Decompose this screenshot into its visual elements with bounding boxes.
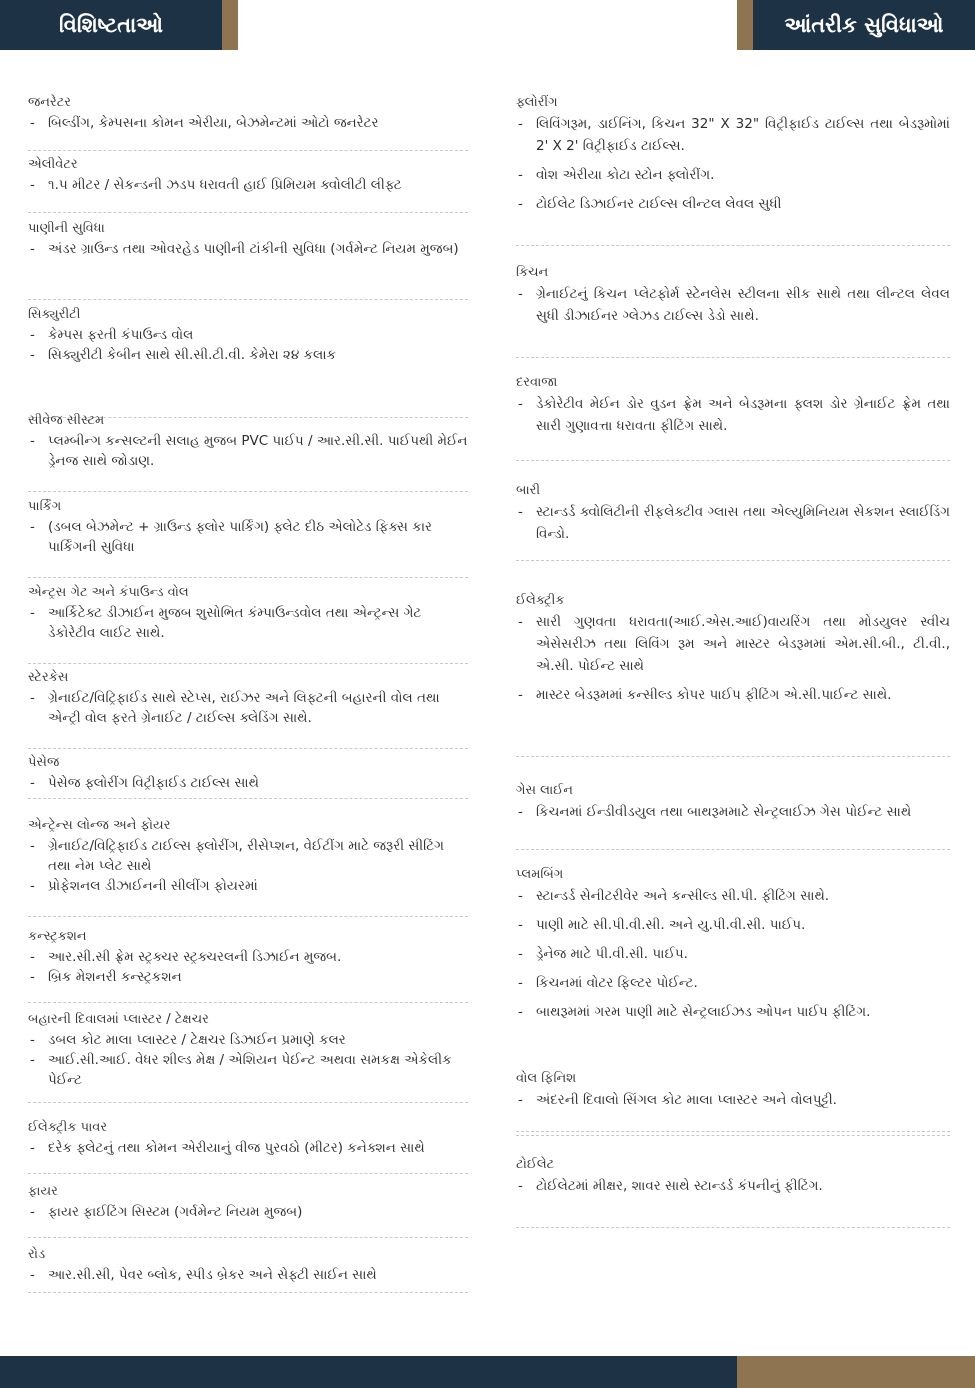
left-section-3 (28, 221, 468, 300)
list-item (516, 885, 950, 907)
bullet-dash: - (518, 917, 523, 933)
bullet-dash: - (30, 1052, 35, 1068)
left-section-11 (28, 929, 468, 1003)
list-item (28, 876, 468, 896)
list-item-text: પ્રોફેશનલ ડીઝાઈનની સીલીંગ ફોયરમાં (48, 878, 258, 894)
list-item (28, 431, 468, 471)
bullet-dash: - (518, 396, 523, 412)
list-item (28, 773, 468, 793)
list-item-text: ડ્રેનેજ માટે પી.વી.સી. પાઈપ. (536, 946, 688, 962)
section-title: રોડ (28, 1247, 46, 1262)
section-title: પાણીની સુવિધા (28, 221, 105, 236)
list-item-text: બાથરૂમમાં ગરમ પાણી માટે સેન્ટ્રલાઈઝડ ઓપન પાઈપ ફીટિંગ. (536, 1004, 871, 1020)
list-item-text: અંદરની દિવાલો સિંગલ કોટ માલા પ્લાસ્ટર અને વોલપુટ્ટી. (536, 1092, 837, 1108)
list-item (516, 1089, 950, 1111)
list-item-text: લિવિંગરૂમ, ડાઈનિંગ, કિચન 32" X 32" વિટ્રીફાઈડ ટાઈલ્સ તથા બેડરૂમોમાં 2' X 2' વિટ્રીફાઈડ ટાઈલ્સ. (536, 116, 950, 154)
list-item-text: ટોઈલેટ ડિઝાઈનર ટાઈલ્સ લીન્ટલ લેવલ સુધી (536, 196, 782, 212)
list-item (28, 688, 468, 728)
section-title: કન્સ્ટ્રકશન (28, 929, 87, 944)
list-item (28, 947, 468, 967)
section-title: ફાયર (28, 1184, 58, 1199)
left-section-10 (28, 818, 468, 917)
list-item (516, 113, 950, 157)
section-title: ટોઈલેટ (516, 1157, 555, 1172)
right-section-5 (516, 593, 950, 757)
right-section-6 (516, 783, 950, 850)
bullet-dash: - (518, 116, 523, 132)
list-item (28, 1030, 468, 1050)
section-title: ઈલેક્ટ્રીક (516, 593, 565, 608)
section-title: ગેસ લાઈન (516, 783, 573, 798)
left-section-5 (28, 413, 468, 492)
section-title: બહારની દિવાલમાં પ્લાસ્ટર / ટેક્ષચર (28, 1012, 209, 1027)
section-title: સીવેજ સીસ્ટમ (28, 413, 105, 428)
list-item-text: વોશ એરીયા કોટા સ્ટોન ફ્લોરીંગ. (536, 167, 715, 183)
list-item-text: આર.સી.સી, પેવર બ્લોક, સ્પીડ બ્રેકર અને સેફ્ટી સાઈન સાથે (48, 1267, 377, 1283)
bullet-dash: - (30, 949, 35, 965)
right-section-8 (516, 1071, 950, 1132)
bullet-dash: - (518, 196, 523, 212)
list-item-text: આર્કિટેક્ટ ડીઝાઈન મુજબ શુસોભિત કંમ્પાઉન્ડવોલ તથા એન્ટ્રન્સ ગેટ ડેકોરેટીવ લાઈટ સાથે. (48, 605, 422, 641)
right-section-4 (516, 483, 950, 561)
bullet-dash: - (30, 177, 35, 193)
list-item (516, 393, 950, 437)
bullet-dash: - (518, 804, 523, 820)
left-section-4 (28, 307, 468, 418)
bullet-dash: - (30, 241, 35, 257)
bullet-dash: - (518, 975, 523, 991)
left-section-14 (28, 1184, 468, 1238)
list-item-text: દરેક ફ્લેટનું તથા કોમન એરીયાનું વીજ પુરવઠો (મીટર) કનેક્શન સાથે (48, 1140, 425, 1156)
list-item-text: કિચનમાં વોટર ફિલ્ટર પોઈન્ટ. (536, 975, 698, 991)
section-title: પ્લમબિંગ (516, 867, 564, 882)
bullet-dash: - (518, 504, 523, 520)
bullet-dash: - (518, 167, 523, 183)
header-left-accent (222, 0, 238, 50)
list-item-text: કિચનમાં ઈન્ડીવીડયુલ તથા બાથરૂમમાટે સેન્ટ્રલાઈઝ ગેસ પોઈન્ટ સાથે (536, 804, 912, 820)
section-title: એન્ટ્રસ ગેટ અને કંપાઉન્ડ વોલ (28, 585, 189, 600)
left-section-15 (28, 1247, 468, 1293)
section-title: કિચન (516, 265, 549, 280)
bullet-dash: - (30, 519, 35, 535)
bullet-dash: - (30, 838, 35, 854)
list-item-text: ગ્રેનાઈટ/વિટ્રિફાઈડ સાથે સ્ટેપ્સ, રાઈઝર અને લિફ્ટની બહારની વોલ તથા એન્ટ્રી વોલ ફરતે ગ્રેનાઈટ / ટાઈલ્સ ક્લેડિંગ સાથે. (48, 690, 440, 726)
section-title: એલીવેટર (28, 157, 78, 172)
bullet-dash: - (30, 1204, 35, 1220)
list-item (28, 967, 468, 987)
bullet-dash: - (30, 878, 35, 894)
bullet-dash: - (30, 327, 35, 343)
list-item-text: ડેકોરેટીવ મેઈન ડોર વુડન ફ્રેમ અને બેડરૂમના ફ્લશ ડોર ગ્રેનાઈટ ફ્રેમ તથા સારી ગુણાવત્તા ધરાવતા ફીટિંગ સાથે. (536, 396, 950, 434)
list-item-text: કેમ્પસ ફરતી કંપાઉન્ડ વોલ (48, 327, 194, 343)
list-item-text: પેસેજ ફ્લોરીંગ વિટ્રીફાઈડ ટાઈલ્સ સાથે (48, 775, 259, 791)
list-item-text: ટોઈલેટમાં મીક્ષર, શાવર સાથે સ્ટાન્ડર્ડ કંપનીનું ફીટિંગ. (536, 1178, 823, 1194)
section-title: સ્ટેરકેસ (28, 670, 69, 685)
list-item-text: (ડબલ બેઝમેન્ટ + ગ્રાઉન્ડ ફ્લોર પાર્કિંગ) ફ્લેટ દીઠ એલોટેડ ફિક્સ કાર પાર્કિંગની સુવિધા (48, 519, 432, 555)
list-item-text: સ્ટાન્ડર્ડ ક્વોલિટીની રીફલેક્ટીવ ગ્લાસ તથા એલ્યુમિનિયમ સેકશન સ્લાઈડિંગ વિન્ડો. (536, 504, 950, 542)
list-item-text: ફાયર ફાઈટિંગ સિસ્ટમ (ગર્વમેન્ટ નિયમ મુજબ) (48, 1204, 303, 1220)
bullet-dash: - (30, 969, 35, 985)
list-item (28, 1265, 468, 1285)
list-item-text: પ્લમ્બીન્ગ કન્સલ્ટની સલાહ મુજબ PVC પાઈપ / આર.સી.સી. પાઈપથી મેઈન ડ્રેનજ સાથે જોડાણ. (48, 433, 468, 469)
list-item (28, 1050, 468, 1090)
list-item (516, 283, 950, 327)
list-item (516, 1001, 950, 1023)
right-section-2 (516, 265, 950, 358)
list-item (516, 801, 950, 823)
list-item (28, 517, 468, 557)
list-item (28, 239, 468, 259)
list-item (516, 972, 950, 994)
list-item (28, 175, 468, 195)
section-title: પેસેજ (28, 755, 60, 770)
list-item (28, 345, 468, 365)
bullet-dash: - (30, 1032, 35, 1048)
bullet-dash: - (30, 1267, 35, 1283)
list-item (516, 914, 950, 936)
left-section-9 (28, 755, 468, 799)
section-title: ઈલેક્ટ્રીક પાવર (28, 1120, 108, 1135)
bullet-dash: - (30, 347, 35, 363)
header-right (753, 0, 975, 50)
list-item (28, 603, 468, 643)
bullet-dash: - (518, 888, 523, 904)
bullet-dash: - (30, 690, 35, 706)
specifications-title: વિશિષ્ટતાઓ (59, 12, 163, 37)
section-title: વોલ ફિનિશ (516, 1071, 577, 1086)
list-item-text: અંડર ગ્રાઉન્ડ તથા ઓવરહેડ પાણીની ટાંકીની સુવિધા (ગર્વમેન્ટ નિયમ મુજબ) (48, 241, 459, 257)
left-section-8 (28, 670, 468, 749)
bullet-dash: - (30, 433, 35, 449)
list-item-text: માસ્ટર બેડરૂમમાં કન્સીલ્ડ કોપર પાઈપ ફીટિંગ એ.સી.પાઈન્ટ સાથે. (536, 687, 892, 703)
right-section-3 (516, 375, 950, 461)
list-item-text: આર.સી.સી ફ્રેમ સ્ટ્રક્ચર સ્ટ્રક્ચરલની ડિઝાઈન મુજબ. (48, 949, 342, 965)
list-item (28, 113, 468, 133)
list-item (28, 1202, 468, 1222)
bullet-dash: - (518, 614, 523, 630)
footer-bar (0, 1356, 737, 1388)
list-item-text: બ્રિક મેશનરી કન્સ્ટ્રકશન (48, 969, 182, 985)
footer-accent (737, 1356, 975, 1388)
list-item-text: સારી ગુણવતા ધરાવતા(આઈ.એસ.આઈ)વાયરિંગ તથા મોડયુલર સ્વીચ એસેસરીઝ તથા લિવિંગ રૂમ અને માસ્ટર બેડરૂમમાં એમ.સી.બી., ટી.વી., એ.સી. પોઈન્ટ સાથે (536, 614, 950, 674)
left-section-7 (28, 585, 468, 664)
list-item (516, 164, 950, 186)
section-title: એન્ટ્રેન્સ લોન્જ અને ફોયર (28, 818, 171, 833)
header-left (0, 0, 222, 50)
list-item-text: સ્ટાન્ડર્ડ સેનીટરીવેર અને કન્સીલ્ડ સી.પી. ફીટિંગ સાથે. (536, 888, 830, 904)
list-item-text: આઈ.સી.આઈ. વેધર શીલ્ડ મેક્ષ / એશિયન પેઈન્ટ અથવા સમકક્ષ એકેલીક પેઈન્ટ (48, 1052, 452, 1088)
list-item-text: ગ્રેનાઈટનું કિચન પ્લેટફોર્મ સ્ટેનલેસ સ્ટીલના સીક સાથે તથા લીન્ટલ લેવલ સુધી ડીઝાઈનર ગ્લેઝડ ટાઈલ્સ ડેડો સાથે. (536, 286, 950, 324)
list-item (516, 684, 950, 706)
bullet-dash: - (30, 775, 35, 791)
bullet-dash: - (518, 687, 523, 703)
header-right-accent (737, 0, 753, 50)
section-title: ફ્લોરીંગ (516, 95, 558, 110)
list-item (28, 1138, 468, 1158)
left-section-12 (28, 1012, 468, 1103)
list-item (28, 325, 468, 345)
list-item-text: ગ્રેનાઈટ/વિટ્રિફાઈડ ટાઈલ્સ ફ્લોરીંગ, રીસેપ્શન, વેઈટીંગ માટે જરૂરી સીટિંગ તથા નેમ પ્લેટ સાથે (48, 838, 444, 874)
left-section-1 (28, 95, 468, 151)
list-item (516, 611, 950, 677)
section-title: પાર્કિંગ (28, 499, 62, 514)
left-section-13 (28, 1120, 468, 1174)
left-section-2 (28, 157, 468, 213)
list-item (516, 193, 950, 215)
section-title: દરવાજા (516, 375, 558, 390)
list-item (516, 943, 950, 965)
bullet-dash: - (518, 1004, 523, 1020)
list-item-text: બિલ્ડીંગ, કેમ્પસના કોમન એરીયા, બેઝમેન્ટમાં ઓટો જનરેટર (48, 115, 379, 131)
bullet-dash: - (30, 605, 35, 621)
list-item (516, 501, 950, 545)
list-item-text: પાણી માટે સી.પી.વી.સી. અને યુ.પી.વી.સી. પાઈપ. (536, 917, 806, 933)
bullet-dash: - (518, 286, 523, 302)
bullet-dash: - (518, 1092, 523, 1108)
list-item (28, 836, 468, 876)
right-section-9 (516, 1157, 950, 1228)
list-item-text: ૧.૫ મીટર / સેકન્ડની ઝડપ ધરાવતી હાઈ પ્રિમિયમ ક્વોલીટી લીફ્ટ (48, 177, 402, 193)
bullet-dash: - (30, 1140, 35, 1156)
right-section-1 (516, 95, 950, 246)
bullet-dash: - (518, 946, 523, 962)
list-item (516, 1175, 950, 1197)
bullet-dash: - (518, 1178, 523, 1194)
list-item-text: સિક્યુરીટી કેબીન સાથે સી.સી.ટી.વી. કેમેરા ૨૪ કલાક (48, 347, 337, 363)
section-title: જનરેટર (28, 95, 71, 110)
bullet-dash: - (30, 115, 35, 131)
section-title: બારી (516, 483, 541, 498)
left-section-6 (28, 499, 468, 578)
list-item-text: ડબલ કોટ માલા પ્લાસ્ટર / ટેક્ષચર ડિઝાઈન પ્રમાણે કલર (48, 1032, 346, 1048)
internal-amenities-title: આંતરીક સુવિધાઓ (784, 12, 944, 37)
section-title: સિક્યુરીટી (28, 307, 81, 322)
